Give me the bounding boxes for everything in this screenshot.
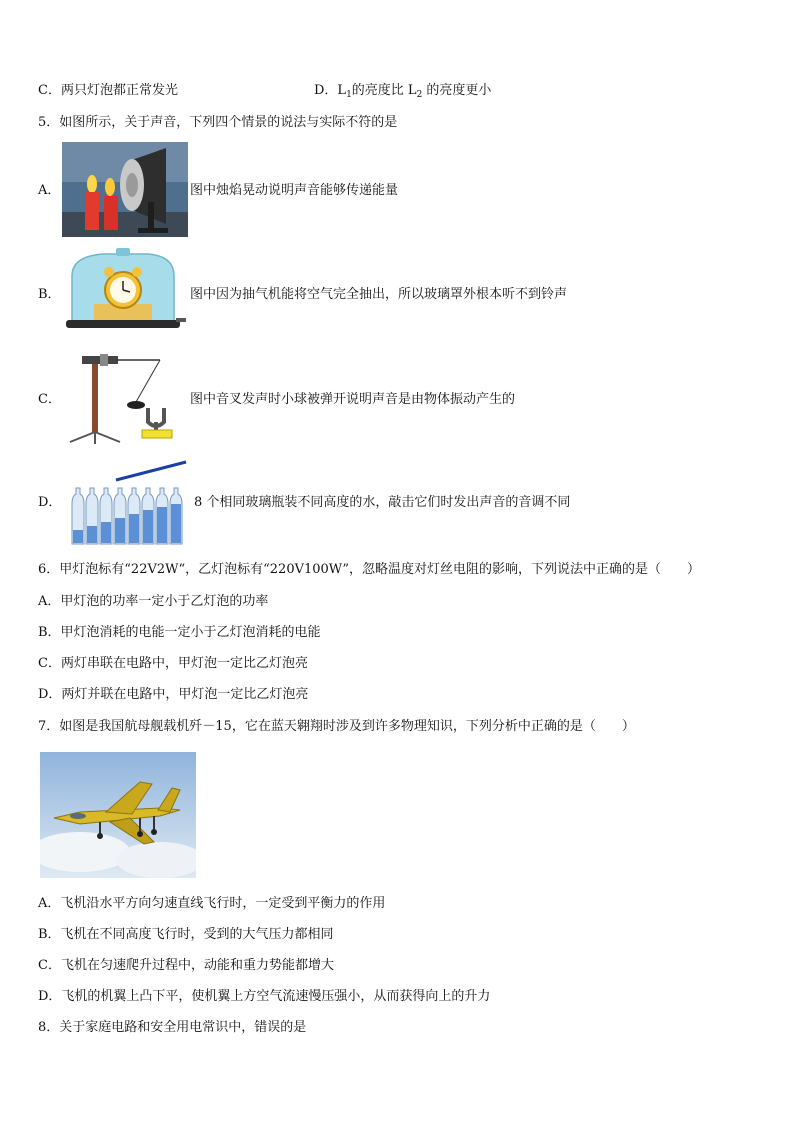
q5-option-b-text: 图中因为抽气机能将空气完全抽出，所以玻璃罩外根本听不到铃声: [190, 287, 568, 302]
q4-option-d-sub1: 1: [346, 90, 352, 100]
tuning-fork-figure: [64, 350, 190, 445]
q4-option-d-sub2: 2: [416, 90, 423, 100]
j15-jet-figure: [40, 752, 196, 878]
q4-option-d-post: 的亮度更小: [422, 83, 492, 98]
q4-option-c: C．两只灯泡都正常发光: [38, 83, 178, 98]
q5-option-d-text: 8 个相同玻璃瓶装不同高度的水，敲击它们时发出声音的音调不同: [194, 495, 571, 510]
q5-stem: 5．如图所示，关于声音，下列四个情景的说法与实际不符的是: [38, 115, 398, 130]
q6-option-d: D．两灯并联在电路中，甲灯泡一定比乙灯泡亮: [38, 687, 309, 702]
q5-option-b-label: B．: [38, 287, 61, 302]
candle-speaker-figure: [62, 142, 188, 237]
q5-option-c-label: C．: [38, 392, 61, 407]
q5-option-a-text: 图中烛焰晃动说明声音能够传递能量: [190, 183, 399, 198]
q4-option-d: [314, 82, 491, 104]
q5-option-a-label: A．: [38, 183, 61, 198]
q7-stem: 7．如图是我国航母舰载机歼－15，它在蓝天翱翔时涉及到许多物理知识，下列分析中正确的是（ ）: [38, 719, 635, 734]
q5-option-d-label: D．: [38, 495, 62, 510]
q6-option-b: B．甲灯泡消耗的电能一定小于乙灯泡消耗的电能: [38, 625, 321, 640]
q4-option-d-mid: 的亮度比 L: [351, 83, 417, 98]
q6-option-c: C．两灯串联在电路中，甲灯泡一定比乙灯泡亮: [38, 656, 308, 671]
glass-bottles-figure: [64, 458, 190, 548]
q7-option-a: A．飞机沿水平方向匀速直线飞行时，一定受到平衡力的作用: [38, 896, 386, 911]
q7-option-c: C．飞机在匀速爬升过程中，动能和重力势能都增大: [38, 958, 334, 973]
q6-stem: 6．甲灯泡标有“22V2W“，乙灯泡标有“220V100W”，忽略温度对灯丝电阻的影响，下列说法中正确的是（ ）: [38, 562, 701, 577]
q6-option-a: A．甲灯泡的功率一定小于乙灯泡的功率: [38, 594, 269, 609]
q5-option-c-text: 图中音叉发声时小球被弹开说明声音是由物体振动产生的: [190, 392, 516, 407]
q4-option-d-pre: D．L: [314, 83, 347, 98]
q8-stem: 8．关于家庭电路和安全用电常识中，错误的是: [38, 1020, 307, 1035]
q7-option-b: B．飞机在不同高度飞行时，受到的大气压力都相同: [38, 927, 334, 942]
bell-jar-figure: [64, 248, 188, 338]
q7-option-d: D．飞机的机翼上凸下平，使机翼上方空气流速慢压强小，从而获得向上的升力: [38, 989, 491, 1004]
